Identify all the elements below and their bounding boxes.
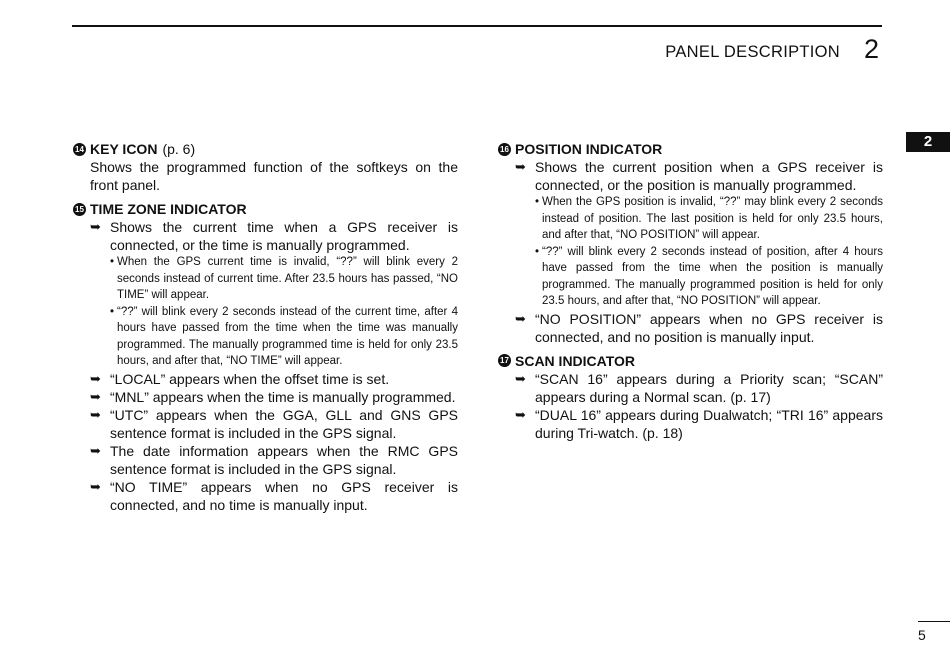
bullet-item (73, 304, 458, 370)
circled-number: 16 (498, 143, 511, 156)
section-heading (498, 140, 883, 158)
section-heading (498, 352, 883, 370)
arrow-item-text: Shows the current time when a GPS receiver is connected, or the time is manually programmed. (110, 219, 458, 253)
section (498, 352, 883, 442)
bullet-item-text: When the GPS current time is invalid, “??” will blink every 2 seconds instead of current time. After 23.5 hours has passed, “NO TIME” will appear. (117, 256, 458, 301)
arrow-item-text: “LOCAL” appears when the offset time is set. (110, 370, 390, 387)
section-heading-title: TIME ZONE INDICATOR (90, 201, 247, 217)
section-body: Shows the programmed function of the softkeys on the front panel. (90, 159, 458, 193)
section-title: PANEL DESCRIPTION (665, 43, 840, 61)
arrow-item (73, 370, 458, 388)
bullet-item (73, 254, 458, 304)
arrow-item (498, 310, 883, 346)
bullet-item (498, 194, 883, 244)
bullet-icon: • (535, 196, 540, 208)
chapter-number: 2 (864, 34, 880, 64)
section (73, 200, 458, 514)
bullet-icon: • (110, 256, 115, 268)
arrow-item (73, 218, 458, 254)
section-heading-title: POSITION INDICATOR (515, 141, 663, 157)
bullet-item-text: When the GPS position is invalid, “??” may blink every 2 seconds instead of position. The last position is held for only 23.5 hours, and after that, “NO POSITION” will appear. (542, 196, 883, 241)
bullet-item (498, 244, 883, 310)
arrow-item (73, 442, 458, 478)
section-heading-title: SCAN INDICATOR (515, 352, 636, 369)
right-column (498, 140, 883, 448)
arrow-item-text: “NO POSITION” appears when no GPS receiver is connected, and no position is manually input. (535, 310, 883, 345)
arrow-item-text: “UTC” appears when the GGA, GLL and GNS GPS sentence format is included in the GPS signal. (110, 406, 458, 441)
arrow-icon: ➥ (90, 219, 101, 234)
left-column (73, 140, 458, 520)
footer-rule (918, 621, 950, 622)
arrow-item-text: “MNL” appears when the time is manually programmed. (110, 388, 456, 405)
header-rule (72, 25, 882, 27)
section-heading (73, 200, 458, 218)
arrow-icon: ➥ (515, 406, 526, 422)
arrow-item-text: “SCAN 16” appears during a Priority scan; “SCAN” appears during a Normal scan. (p. 17) (535, 370, 883, 405)
circled-number: 14 (73, 143, 86, 156)
chapter-tab: 2 (906, 132, 950, 152)
circled-number: 17 (498, 354, 511, 367)
arrow-icon: ➥ (90, 388, 101, 404)
arrow-item (73, 478, 458, 514)
bullet-item-text: “??” will blink every 2 seconds instead of the current time, after 4 hours have passed from the time when the time was manually programmed. The manually programmed time is held for only 23.5 hours, and after that, “NO TIME” will appear. (117, 305, 458, 367)
arrow-icon: ➥ (90, 406, 101, 422)
page-reference: (p. 6) (162, 141, 196, 157)
section-heading (73, 140, 458, 158)
arrow-icon: ➥ (515, 370, 526, 386)
section (73, 140, 458, 194)
arrow-item-text: Shows the current position when a GPS receiver is connected, or the position is manually programmed. (535, 159, 883, 193)
arrow-icon: ➥ (515, 310, 526, 326)
arrow-item (498, 406, 883, 442)
arrow-item (73, 406, 458, 442)
arrow-item-text: The date information appears when the RMC GPS sentence format is included in the GPS signal. (110, 442, 458, 477)
bullet-item-text: “??” will blink every 2 seconds instead of position, after 4 hours have passed from the time when the position is manually programmed. The manually programmed position is held for only 23.5 hours, and after that, “NO POSITION” will appear. (542, 245, 883, 307)
page-number: 5 (918, 627, 926, 643)
arrow-item-text: “DUAL 16” appears during Dualwatch; “TRI 16” appears during Tri-watch. (p. 18) (535, 406, 883, 441)
arrow-item (73, 388, 458, 406)
arrow-item-text: “NO TIME” appears when no GPS receiver is connected, and no time is manually input. (110, 478, 458, 513)
section (498, 140, 883, 346)
arrow-icon: ➥ (515, 159, 526, 174)
section-heading-title: KEY ICON (90, 141, 158, 157)
bullet-icon: • (110, 305, 115, 318)
arrow-item (498, 370, 883, 406)
arrow-icon: ➥ (90, 370, 101, 386)
bullet-icon: • (535, 245, 540, 258)
circled-number: 15 (73, 203, 86, 216)
arrow-item (498, 158, 883, 194)
arrow-icon: ➥ (90, 478, 101, 494)
arrow-icon: ➥ (90, 442, 101, 458)
